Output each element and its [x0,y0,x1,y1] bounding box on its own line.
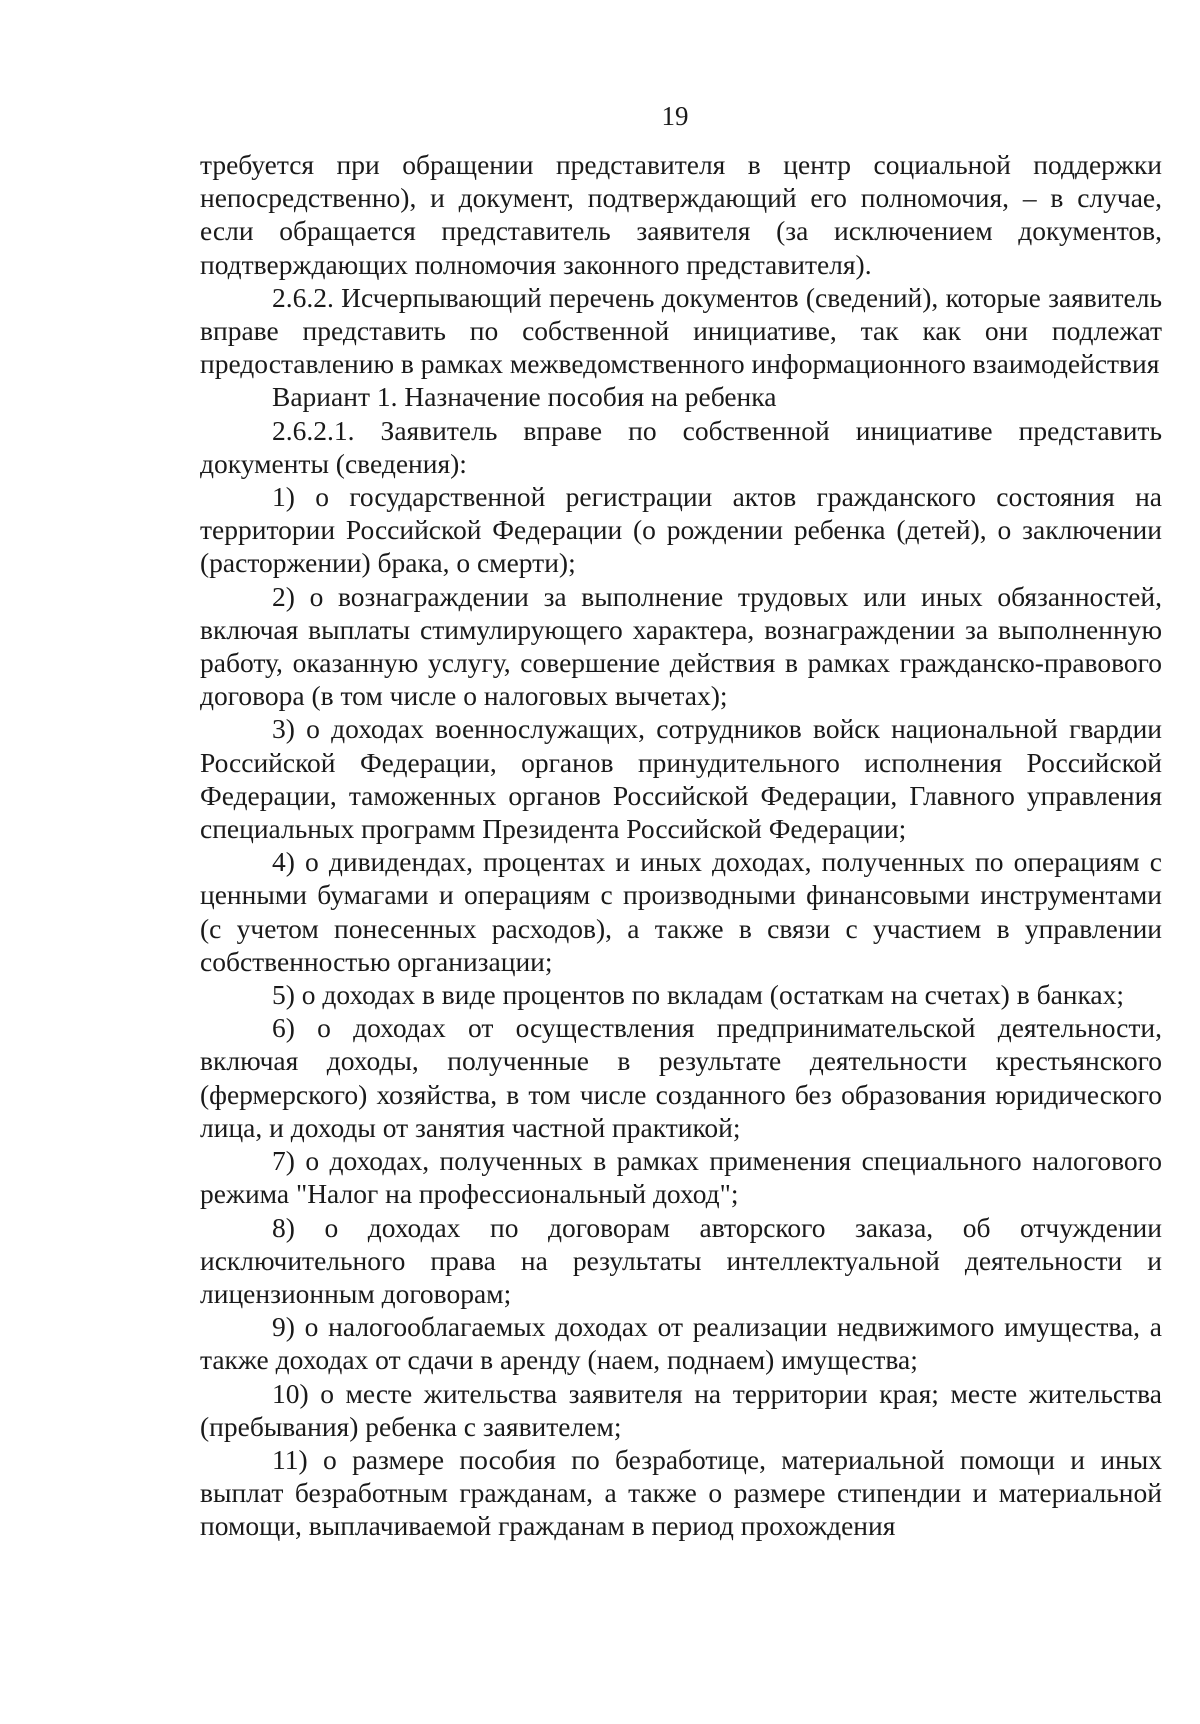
list-item-7: 7) о доходах, полученных в рамках применения специального налогового режима "Налог на профессиональный доход"; [200,1145,1162,1210]
list-item-5: 5) о доходах в виде процентов по вкладам (остаткам на счетах) в банках; [272,979,1125,1011]
list-item-8: 8) о доходах по договорам авторского заказа, об отчуждении исключительного права на результаты интеллектуальной деятельности и лицензионным договорам; [200,1211,1162,1309]
list-item-3: 3) о доходах военнослужащих, сотрудников войск национальной гвардии Российской Федерации, органов принудительного исполнения Российской Федерации, таможенных органов Российской Федерации, Главного управления специальных программ Президента Российской Федерации; [200,713,1162,845]
list-item-10: 10) о месте жительства заявителя на территории края; месте жительства (пребывания) ребенка с заявителем; [200,1377,1162,1442]
list-item-6: 6) о доходах от осуществления предпринимательской деятельности, включая доходы, полученные в результате деятельности крестьянского (фермерского) хозяйства, в том числе созданного без образования юридического лица, и доходы от занятия частной практикой; [200,1012,1162,1143]
document-body [200,148,1162,1543]
list-item-4: 4) о дивидендах, процентах и иных доходах, полученных по операциям с ценными бумагами и операциям с производными финансовыми инструментами (с учетом понесенных расходов), а также в связи с участием в управлении собственностью организации; [200,846,1162,977]
paragraph-variant-1-heading: Вариант 1. Назначение пособия на ребенка [272,381,777,413]
paragraph-section-2-6-2-1: 2.6.2.1. Заявитель вправе по собственной инициативе представить документы (сведения): [200,414,1162,479]
list-item-1: 1) о государственной регистрации актов гражданского состояния на территории Российской Федерации (о рождении ребенка (детей), о заключении (расторжении) брака, о смерти); [200,481,1162,579]
paragraph-section-2-6-2: 2.6.2. Исчерпывающий перечень документов (сведений), которые заявитель вправе представить по собственной инициативе, так как они подлежат предоставлению в рамках межведомственного информационного взаимодействия [200,281,1162,380]
list-item-11: 11) о размере пособия по безработице, материальной помощи и иных выплат безработным гражданам, а также о размере стипендии и материальной помощи, выплачиваемой гражданам в период прохождения [200,1443,1162,1542]
page-number: 19 [661,101,689,131]
list-item-2: 2) о вознаграждении за выполнение трудовых или иных обязанностей, включая выплаты стимулирующего характера, вознаграждении за выполненную работу, оказанную услугу, совершение действия в рамках гражданско-правового договора (в том числе о налоговых вычетах); [200,580,1162,712]
paragraph-continuation: требуется при обращении представителя в центр социальной поддержки непосредственно), и документ, подтверждающий его полномочия, – в случае, если обращается представитель заявителя (за исключением документов, подтверждающих полномочия законного представителя). [200,149,1162,280]
list-item-9: 9) о налогооблагаемых доходах от реализации недвижимого имущества, а также доходах от сдачи в аренду (наем, поднаем) имущества; [200,1311,1162,1376]
